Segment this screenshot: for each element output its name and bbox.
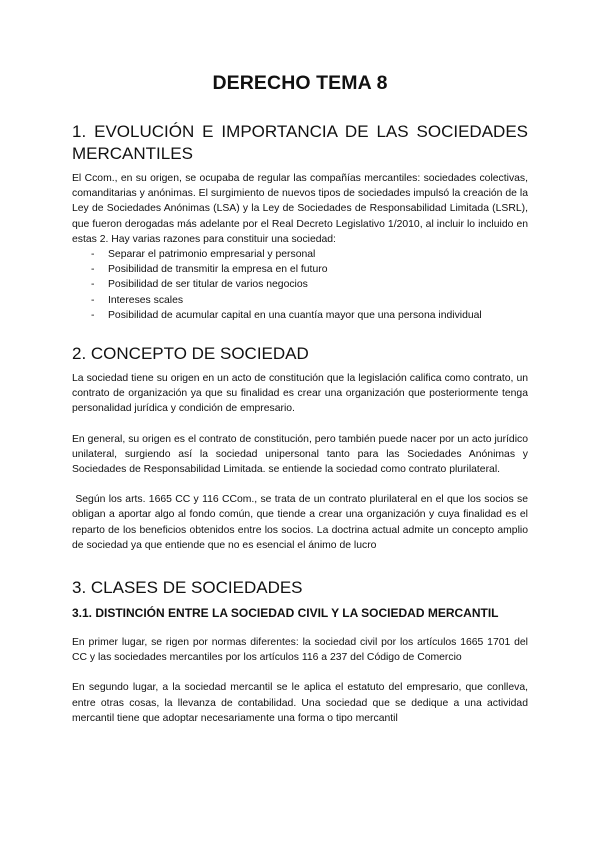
section-heading: 1. EVOLUCIÓN E IMPORTANCIA DE LAS SOCIEDADES MERCANTILES xyxy=(72,122,528,163)
section-evolucion xyxy=(72,121,528,323)
subsection-heading: 3.1. DISTINCIÓN ENTRE LA SOCIEDAD CIVIL Y LA SOCIEDAD MERCANTIL xyxy=(72,606,499,621)
list-item: - Separar el patrimonio empresarial y personal xyxy=(91,247,528,262)
paragraph: En segundo lugar, a la sociedad mercantil se le aplica el estatuto del empresario, que conlleva, entre otras cosas, la llevanza de contabilidad. Una sociedad que se dedique a una actividad mercantil tiene que adoptar necesariamente una forma o tipo mercantil xyxy=(72,682,528,724)
paragraph: Según los arts. 1665 CC y 116 CCom., se trata de un contrato plurilateral en el que los socios se obligan a aportar algo al fondo común, que tiende a crear una organización y cuya finalidad es el reparto de los beneficios obtenidos entre los socios. La doctrina actual admite un concepto amplio de sociedad ya que entiende que no es esencial el ánimo de lucro xyxy=(72,494,531,551)
list-item: - Posibilidad de acumular capital en una cuantía mayor que una persona individual xyxy=(91,308,528,323)
section-clases xyxy=(72,577,528,726)
paragraph: La sociedad tiene su origen en un acto de constitución que la legislación califica como contrato, un contrato de organización ya que su finalidad es crear una organización que posteriormente tenga personalidad jurídica y condición de empresario. xyxy=(72,373,528,415)
section-heading: 3. CLASES DE SOCIEDADES xyxy=(72,578,303,598)
list-item: - Posibilidad de ser titular de varios negocios xyxy=(91,277,528,292)
list-item: - Intereses scales xyxy=(91,293,528,308)
section-concepto xyxy=(72,343,531,553)
list-item: - Posibilidad de transmitir la empresa en el futuro xyxy=(91,262,528,277)
paragraph: En general, su origen es el contrato de constitución, pero también puede nacer por un acto jurídico unilateral, surgiendo así la sociedad unipersonal tanto para las Sociedades Anónimas y Sociedades de Responsabilidad Limitada. se entiende la sociedad como contrato plurilateral. xyxy=(72,433,528,476)
paragraph: El Ccom., en su origen, se ocupaba de regular las compañías mercantiles: sociedades colectivas, comanditarias y anónimas. El surgimiento de nuevos tipos de sociedades impulsó la creación de la Ley de Sociedades Anónimas (LSA) y la Ley de Sociedades de Responsabilidad Limitada (LSRL), que fueron derogadas más adelante por el Real Decreto Legislativo 1/2010, al incluir lo incluido en estas 2. Hay varias razones para constituir una sociedad: xyxy=(72,173,528,245)
bullet-list xyxy=(72,247,528,323)
paragraph: En primer lugar, se rigen por normas diferentes: la sociedad civil por los artículos 1665 1701 del CC y las sociedades mercantiles por los artículos 116 a 237 del Código de Comercio xyxy=(72,637,528,664)
section-heading: 2. CONCEPTO DE SOCIEDAD xyxy=(72,344,309,364)
document-title: DERECHO TEMA 8 xyxy=(212,72,388,94)
